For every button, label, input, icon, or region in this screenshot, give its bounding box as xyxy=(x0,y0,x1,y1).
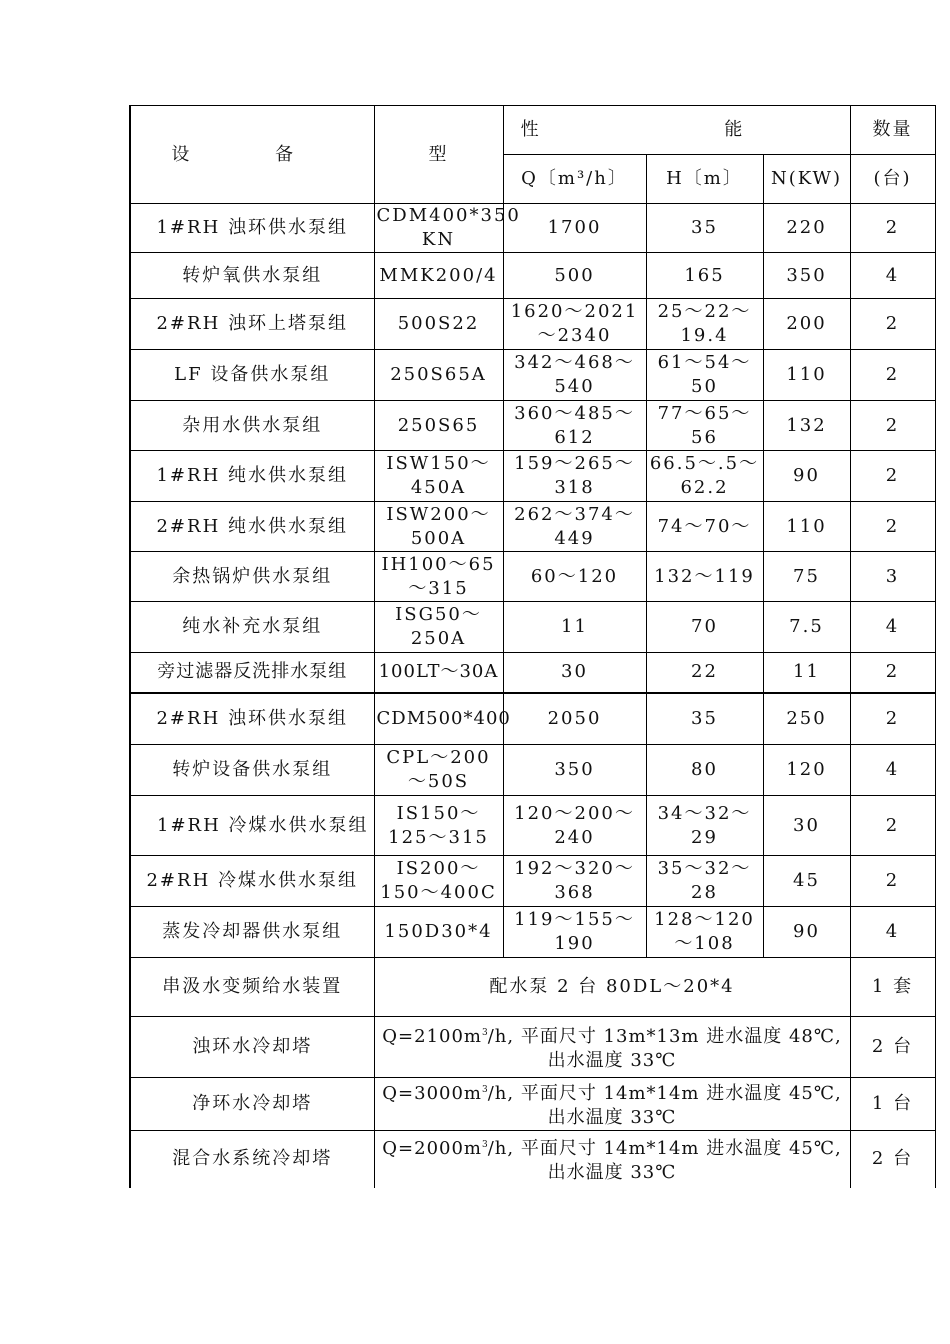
device-name: 蒸发冷却器供水泵组 xyxy=(130,907,374,958)
quantity: 2 xyxy=(850,451,935,502)
header-model: 型 xyxy=(374,106,503,204)
table-row xyxy=(130,204,935,253)
merged-row xyxy=(130,1131,935,1188)
head: 80 xyxy=(646,745,763,796)
model: IH100～65～315 xyxy=(374,552,503,602)
table-row xyxy=(130,502,935,552)
device-name: 净环水冷却塔 xyxy=(130,1078,374,1131)
power: 120 xyxy=(763,745,850,796)
flow: 119～155～190 xyxy=(503,907,646,958)
merged-row xyxy=(130,958,935,1017)
quantity: 4 xyxy=(850,253,935,299)
head: 77～65～56 xyxy=(646,401,763,451)
head: 34～32～29 xyxy=(646,796,763,856)
table-row xyxy=(130,253,935,299)
flow: 350 xyxy=(503,745,646,796)
quantity: 2 xyxy=(850,299,935,350)
device-name: 2#RH 纯水供水泵组 xyxy=(130,502,374,552)
head: 35 xyxy=(646,204,763,253)
table-row xyxy=(130,796,935,856)
quantity: 4 xyxy=(850,602,935,653)
header-device: 设 备 xyxy=(130,106,374,204)
table-row xyxy=(130,602,935,653)
device-name: 纯水补充水泵组 xyxy=(130,602,374,653)
flow: 342～468～540 xyxy=(503,350,646,401)
equipment-table xyxy=(129,105,936,1188)
model: ISG50～250A xyxy=(374,602,503,653)
merged-row xyxy=(130,1017,935,1078)
flow: 11 xyxy=(503,602,646,653)
spec: $Q=3000m^3/h$, 平面尺寸 14m*14m 进水温度 45℃, 出水温度 33℃ xyxy=(374,1078,850,1131)
quantity: 2 台 xyxy=(850,1017,935,1078)
device-name: 串汲水变频给水装置 xyxy=(130,958,374,1017)
head: 35 xyxy=(646,693,763,745)
model: CDM500*400 xyxy=(374,693,503,745)
power: 250 xyxy=(763,693,850,745)
power: 110 xyxy=(763,502,850,552)
device-name: 2#RH 浊环供水泵组 xyxy=(130,693,374,745)
table-row xyxy=(130,401,935,451)
model: 250S65 xyxy=(374,401,503,451)
quantity: 4 xyxy=(850,907,935,958)
flow: 500 xyxy=(503,253,646,299)
model: CPL～200～50S xyxy=(374,745,503,796)
spec: $Q=2100m^3/h$, 平面尺寸 13m*13m 进水温度 48℃, 出水温度 33℃ xyxy=(374,1017,850,1078)
quantity: 2 xyxy=(850,350,935,401)
flow: 30 xyxy=(503,653,646,693)
device-name: 旁过滤器反洗排水泵组 xyxy=(130,653,374,693)
table-row xyxy=(130,299,935,350)
head: 66.5～.5～62.2 xyxy=(646,451,763,502)
power: 45 xyxy=(763,856,850,907)
flow: 60～120 xyxy=(503,552,646,602)
quantity: 2 xyxy=(850,653,935,693)
model: 100LT～30A xyxy=(374,653,503,693)
power: 90 xyxy=(763,907,850,958)
table-row xyxy=(130,350,935,401)
header-quantity: 数量 xyxy=(850,106,935,155)
table-row xyxy=(130,856,935,907)
flow: 192～320～368 xyxy=(503,856,646,907)
model: CDM400*350 KN xyxy=(374,204,503,253)
head: 61～54～50 xyxy=(646,350,763,401)
device-name: 转炉设备供水泵组 xyxy=(130,745,374,796)
model: IS200～150～400C xyxy=(374,856,503,907)
head: 165 xyxy=(646,253,763,299)
header-quantity-unit: (台) xyxy=(850,155,935,204)
device-name: 杂用水供水泵组 xyxy=(130,401,374,451)
power: 110 xyxy=(763,350,850,401)
flow: 360～485～612 xyxy=(503,401,646,451)
power: 11 xyxy=(763,653,850,693)
flow: 159～265～318 xyxy=(503,451,646,502)
header-row-1 xyxy=(130,106,935,155)
flow: 120～200～240 xyxy=(503,796,646,856)
power: 30 xyxy=(763,796,850,856)
head: 70 xyxy=(646,602,763,653)
header-q: Q〔m³/h〕 xyxy=(503,155,646,204)
table-row xyxy=(130,745,935,796)
flow: 2050 xyxy=(503,693,646,745)
head: 25～22～19.4 xyxy=(646,299,763,350)
quantity: 2 xyxy=(850,204,935,253)
power: 75 xyxy=(763,552,850,602)
spec: 配水泵 2 台 80DL～20*4 xyxy=(374,958,850,1017)
spec: $Q=2000m^3/h$, 平面尺寸 14m*14m 进水温度 45℃, 出水温度 33℃ xyxy=(374,1131,850,1188)
quantity: 1 套 xyxy=(850,958,935,1017)
model: ISW150～450A xyxy=(374,451,503,502)
quantity: 2 xyxy=(850,693,935,745)
power: 7.5 xyxy=(763,602,850,653)
model: IS150～125～315 xyxy=(374,796,503,856)
header-performance: 性 能 xyxy=(503,106,850,155)
head: 132～119 xyxy=(646,552,763,602)
device-name: 混合水系统冷却塔 xyxy=(130,1131,374,1188)
power: 220 xyxy=(763,204,850,253)
device-name: 余热锅炉供水泵组 xyxy=(130,552,374,602)
quantity: 2 xyxy=(850,796,935,856)
device-name: 2#RH 冷煤水供水泵组 xyxy=(130,856,374,907)
model: MMK200/4 xyxy=(374,253,503,299)
device-name: 1#RH 纯水供水泵组 xyxy=(130,451,374,502)
flow: 262～374～449 xyxy=(503,502,646,552)
power: 200 xyxy=(763,299,850,350)
device-name: 转炉氧供水泵组 xyxy=(130,253,374,299)
model: ISW200～500A xyxy=(374,502,503,552)
table-row xyxy=(130,693,935,745)
header-n: N(KW) xyxy=(763,155,850,204)
merged-row xyxy=(130,1078,935,1131)
flow: 1620～2021～2340 xyxy=(503,299,646,350)
table-row xyxy=(130,653,935,693)
device-name: 1#RH 浊环供水泵组 xyxy=(130,204,374,253)
quantity: 2 xyxy=(850,856,935,907)
device-name: 浊环水冷却塔 xyxy=(130,1017,374,1078)
device-name: 1#RH 冷煤水供水泵组 xyxy=(130,796,374,856)
table-row xyxy=(130,451,935,502)
power: 350 xyxy=(763,253,850,299)
model: 250S65A xyxy=(374,350,503,401)
device-name: LF 设备供水泵组 xyxy=(130,350,374,401)
quantity: 3 xyxy=(850,552,935,602)
quantity: 2 台 xyxy=(850,1131,935,1188)
power: 90 xyxy=(763,451,850,502)
model: 150D30*4 xyxy=(374,907,503,958)
head: 74～70～ xyxy=(646,502,763,552)
table-row xyxy=(130,907,935,958)
table-row xyxy=(130,552,935,602)
quantity: 4 xyxy=(850,745,935,796)
model: 500S22 xyxy=(374,299,503,350)
head: 35～32～28 xyxy=(646,856,763,907)
power: 132 xyxy=(763,401,850,451)
header-h: H〔m〕 xyxy=(646,155,763,204)
quantity: 2 xyxy=(850,502,935,552)
quantity: 2 xyxy=(850,401,935,451)
flow: 1700 xyxy=(503,204,646,253)
quantity: 1 台 xyxy=(850,1078,935,1131)
head: 128～120～108 xyxy=(646,907,763,958)
head: 22 xyxy=(646,653,763,693)
device-name: 2#RH 浊环上塔泵组 xyxy=(130,299,374,350)
